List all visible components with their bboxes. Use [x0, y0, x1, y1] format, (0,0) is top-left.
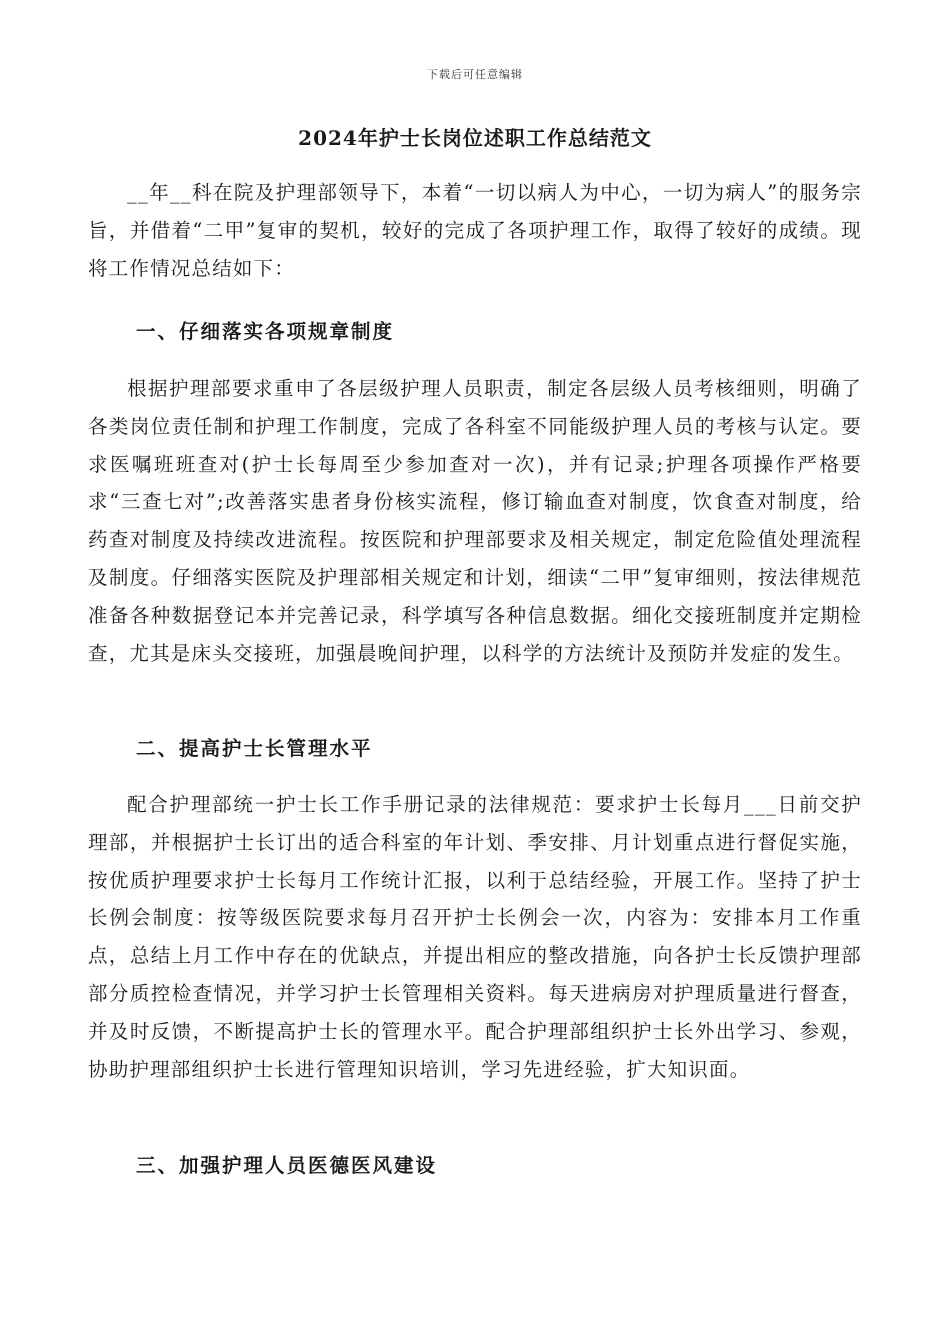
section-3-heading: 三、加强护理人员医德医风建设	[136, 1154, 438, 1177]
intro-paragraph: __年__科在院及护理部领导下，本着“一切以病人为中心，一切为病人”的服务宗旨，并借着“二甲”复审的契机，较好的完成了各项护理工作，取得了较好的成绩。现将工作情况总结如下：	[88, 181, 862, 280]
section-2-heading: 二、提高护士长管理水平	[136, 737, 373, 760]
section-1-block	[88, 370, 862, 672]
section-1-paragraph: 根据护理部要求重申了各层级护理人员职责，制定各层级人员考核细则，明确了各类岗位责任制和护理工作制度，完成了各科室不同能级护理人员的考核与认定。要求医嘱班班查对(护士长每周至少参加查对一次)，并有记录;护理各项操作严格要求“三查七对”;改善落实患者身份核实流程，修订输血查对制度，饮食查对制度，给药查对制度及持续改进流程。按医院和护理部要求及相关规定，制定危险值处理流程及制度。仔细落实医院及护理部相关规定和计划，细读“二甲”复审细则，按法律规范准备各种数据登记本并完善记录，科学填写各种信息数据。细化交接班制度并定期检查，尤其是床头交接班，加强晨晚间护理，以科学的方法统计及预防并发症的发生。	[88, 377, 862, 665]
header-note: 下载后可任意编辑	[427, 68, 523, 81]
section-2-block	[88, 786, 862, 1088]
document-title: 2024年护士长岗位述职工作总结范文	[298, 126, 652, 150]
section-1-heading: 一、仔细落实各项规章制度	[136, 320, 395, 343]
section-2-paragraph: 配合护理部统一护士长工作手册记录的法律规范：要求护士长每月___日前交护理部，并根据护士长订出的适合科室的年计划、季安排、月计划重点进行督促实施，按优质护理要求护士长每月工作统计汇报，以利于总结经验，开展工作。坚持了护士长例会制度：按等级医院要求每月召开护士长例会一次，内容为：安排本月工作重点，总结上月工作中存在的优缺点，并提出相应的整改措施，向各护士长反馈护理部部分质控检查情况，并学习护士长管理相关资料。每天进病房对护理质量进行督查，并及时反馈，不断提高护士长的管理水平。配合护理部组织护士长外出学习、参观，协助护理部组织护士长进行管理知识培训，学习先进经验，扩大知识面。	[88, 793, 862, 1081]
intro-block	[88, 174, 862, 287]
